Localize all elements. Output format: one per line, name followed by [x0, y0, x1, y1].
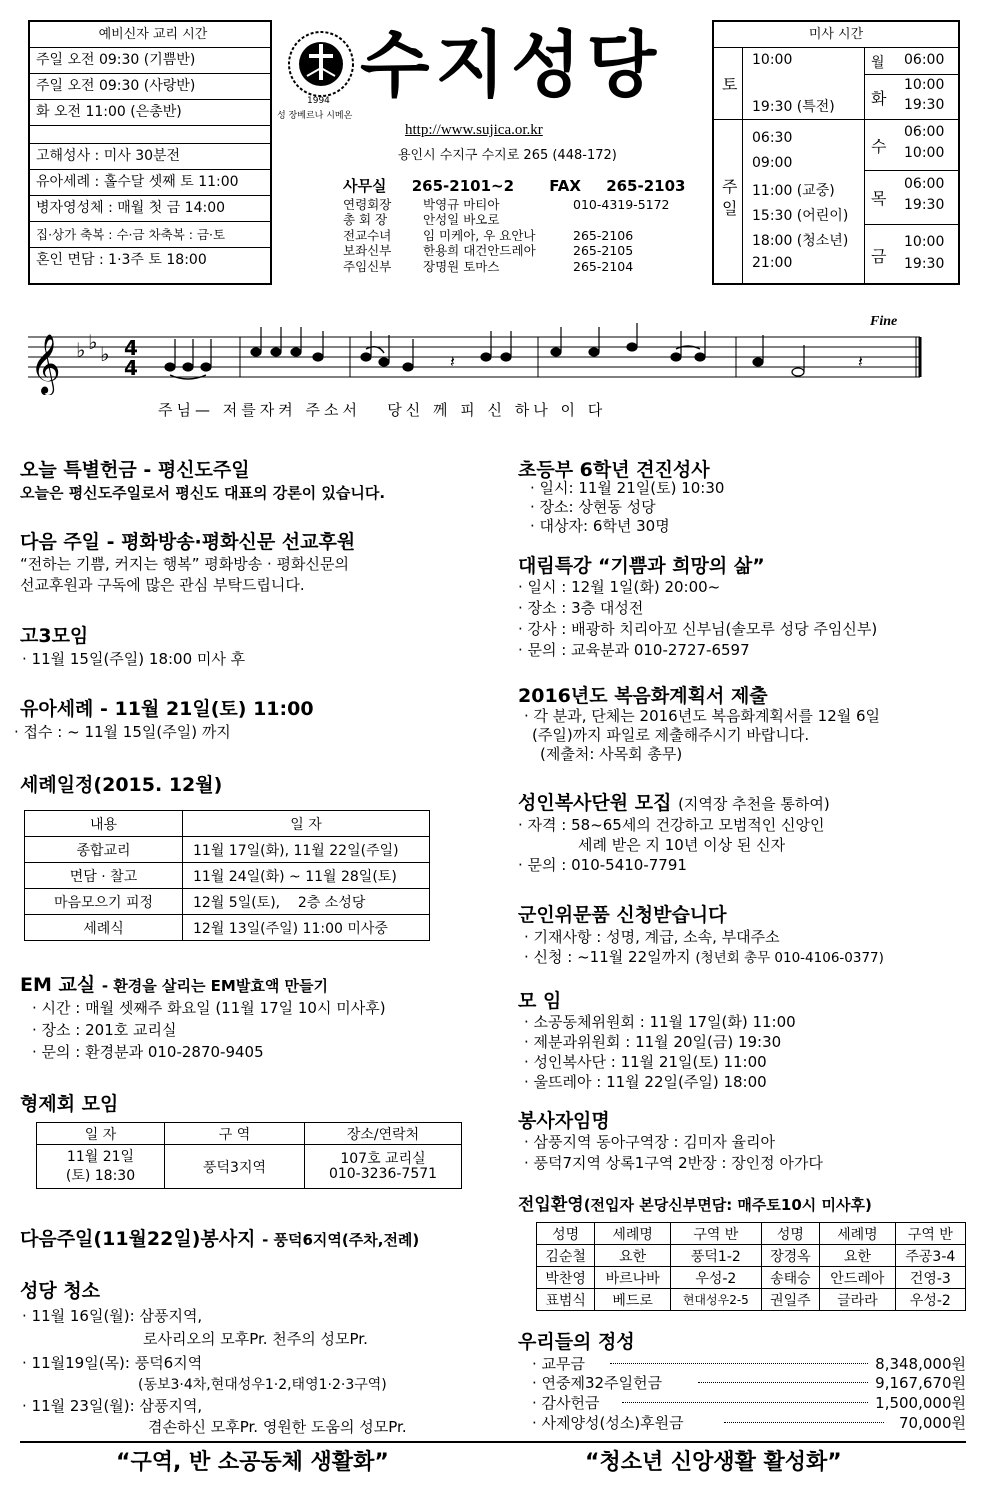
- parish-info-row: 혼인 면담 : 1·3주 토 18:00: [36, 252, 207, 268]
- svg-text:𝄞: 𝄞: [30, 334, 61, 394]
- table-row: 11월 21일 (토) 18:30 풍덕3지역 107호 교리실 010-3236-7571: [37, 1145, 462, 1189]
- welcome-newcomers-title: 전입환영(전입자 본당신부면담: 매주토10시 미사후): [518, 1195, 872, 1215]
- day-label: 목: [871, 189, 887, 208]
- catechism-class: 주일 오전 09:30 (기쁨반): [30, 48, 270, 74]
- day-label: 월: [871, 55, 885, 71]
- church-name: 수지성당: [360, 23, 663, 107]
- infant-baptism-title: 유아세례 - 11월 21일(토) 11:00: [20, 698, 314, 720]
- church-address: 용인시 수지구 수지로 265 (448-172): [398, 148, 617, 163]
- evangelization-plan-title: 2016년도 복음화계획서 제출: [518, 685, 768, 707]
- confirmation-title: 초등부 6학년 견진성사: [518, 459, 710, 481]
- military-contact: (청년회 총무 010-4106-0377): [695, 950, 884, 966]
- music-staff: [28, 305, 963, 395]
- offering-row: · 연중제32주일헌금 9,167,670원: [532, 1374, 966, 1392]
- footer-slogan-left: “구역, 반 소공동체 생활화”: [116, 1450, 389, 1475]
- meetings-title: 모 임: [518, 990, 562, 1012]
- military-gift-title: 군인위문품 신청받습니다: [518, 904, 727, 926]
- logo-caption: 성 장베르나 시메온: [277, 111, 353, 121]
- mass-times-box: [712, 20, 960, 285]
- parish-info-row: 집·상가 축복 : 수·금 차축복 : 금·토: [30, 222, 270, 248]
- day-label: 금: [871, 247, 887, 266]
- offerings-title: 우리들의 정성: [518, 1331, 635, 1353]
- office-phone: 265-2101~2: [411, 177, 515, 195]
- logo-year: 1994: [307, 96, 330, 106]
- mass-times-title: 미사 시간: [714, 22, 958, 48]
- office-label: 사무실: [343, 177, 387, 195]
- catechism-class: 화 오전 11:00 (은총반): [30, 100, 270, 126]
- baptism-schedule-table: [24, 810, 430, 941]
- next-week-servers-title: 다음주일(11월22일)봉사지 - 풍덕6지역(주차,전례): [20, 1228, 420, 1250]
- footer-rule: [20, 1441, 966, 1443]
- next-week-title: 다음 주일 - 평화방송·평화신문 선교후원: [20, 531, 356, 553]
- parish-info-row: 고해성사 : 미사 30분전: [30, 144, 270, 170]
- music-score: [28, 305, 963, 420]
- mass-sunday-block: 주일 06:30 09:00 11:00 (교중) 15:30 (어린이) 18:00 (청소년) 21:00 수 06:00 10:00 목 06:00 19:30 금 10:00 19:30: [714, 120, 958, 283]
- table-header-row: 일 자 구 역 장소/연락처: [37, 1123, 462, 1145]
- mass-saturday-block: 토 10:00 19:30 (특전) 월 06:00 화 10:00 19:30: [714, 48, 958, 120]
- table-row: 박찬영 바르나바 우성-2 송태승 안드레아 건영-3: [537, 1267, 966, 1289]
- altar-server-recruit-subtitle: (지역장 추천을 통하여): [678, 795, 830, 813]
- brotherhood-meeting-table: [36, 1122, 462, 1189]
- day-label: 화: [871, 89, 887, 108]
- catechism-title: 예비신자 교리 시간: [30, 22, 270, 48]
- special-offering-text: 오늘은 평신도주일로서 평신도 대표의 강론이 있습니다.: [20, 484, 386, 502]
- day-label: 주일: [722, 177, 738, 218]
- table-row: 세례식 12월 13일(주일) 11:00 미사중: [25, 915, 430, 941]
- day-label: 수: [871, 137, 887, 156]
- altar-server-recruit-title: 성인복사단원 모집 (지역장 추천을 통하여): [518, 792, 830, 814]
- offering-row: · 교무금 8,348,000원: [532, 1355, 966, 1373]
- table-row: 표범식 베드로 현대성우2-5 권일주 글라라 우성-2: [537, 1289, 966, 1311]
- day-label: 토: [722, 75, 738, 94]
- church-logo: [277, 28, 357, 123]
- newcomers-table: [536, 1222, 966, 1311]
- baptism-schedule-title: 세례일정(2015. 12월): [20, 774, 223, 796]
- special-offering-title: 오늘 특별헌금 - 평신도주일: [20, 459, 250, 481]
- svg-text:4: 4: [124, 356, 138, 380]
- church-cleaning-title: 성당 청소: [20, 1280, 101, 1302]
- svg-text:♭: ♭: [100, 342, 110, 366]
- office-contacts: [343, 175, 685, 196]
- music-lyrics: 주님— 저를자켜 주소서 당신 께 피 신 하나 이 다: [158, 401, 607, 419]
- svg-text:𝄽: 𝄽: [858, 352, 863, 371]
- svg-text:4: 4: [124, 336, 138, 360]
- next-week-servers-subtitle: - 풍덕6지역(주차,전례): [262, 1231, 420, 1249]
- svg-text:𝄽: 𝄽: [450, 352, 455, 371]
- table-row: 마음모으기 피정 12월 5일(토), 2층 소성당: [25, 889, 430, 915]
- parish-info-row: 유아세례 : 홀수달 셋째 토 11:00: [30, 170, 270, 196]
- table-row: 김순철 요한 풍덕1-2 장경옥 요한 주공3-4: [537, 1245, 966, 1267]
- svg-text:♭: ♭: [76, 338, 86, 362]
- footer-slogan-right: “청소년 신앙생활 활성화”: [585, 1450, 842, 1475]
- appointments-title: 봉사자임명: [518, 1110, 610, 1132]
- table-row: 종합교리 11월 17일(화), 11월 22일(주일): [25, 837, 430, 863]
- grade12-meeting-title: 고3모임: [20, 625, 89, 647]
- brotherhood-meeting-title: 형제회 모임: [20, 1093, 119, 1115]
- catechism-class: 주일 오전 09:30 (사랑반): [30, 74, 270, 100]
- welcome-newcomers-subtitle: (전입자 본당신부면담: 매주토10시 미사후): [583, 1196, 872, 1214]
- table-header-row: 성명 세례명 구역 반 성명 세례명 구역 반: [537, 1223, 966, 1245]
- parish-info-row: 병자영성체 : 매월 첫 금 14:00: [30, 196, 270, 222]
- advent-lecture-title: 대림특강 “기쁨과 희망의 삶”: [518, 555, 765, 577]
- catechism-schedule-box: [28, 20, 272, 285]
- em-class-subtitle: - 환경을 살리는 EM발효액 만들기: [101, 977, 329, 995]
- fax-label: FAX: [549, 177, 581, 195]
- svg-text:♭: ♭: [88, 330, 98, 354]
- table-header-row: 내용 일 자: [25, 811, 430, 837]
- church-website-link[interactable]: http://www.sujica.or.kr: [405, 122, 543, 138]
- fax-number: 265-2103: [606, 177, 686, 195]
- table-row: 면담 · 찰고 11월 24일(화) ~ 11월 28일(토): [25, 863, 430, 889]
- offering-row: · 사제양성(성소)후원금 70,000원: [532, 1414, 966, 1432]
- offering-row: · 감사헌금 1,500,000원: [532, 1394, 966, 1412]
- em-class-title: EM 교실 - 환경을 살리는 EM발효액 만들기: [20, 974, 329, 996]
- fine-marking: Fine: [870, 314, 898, 329]
